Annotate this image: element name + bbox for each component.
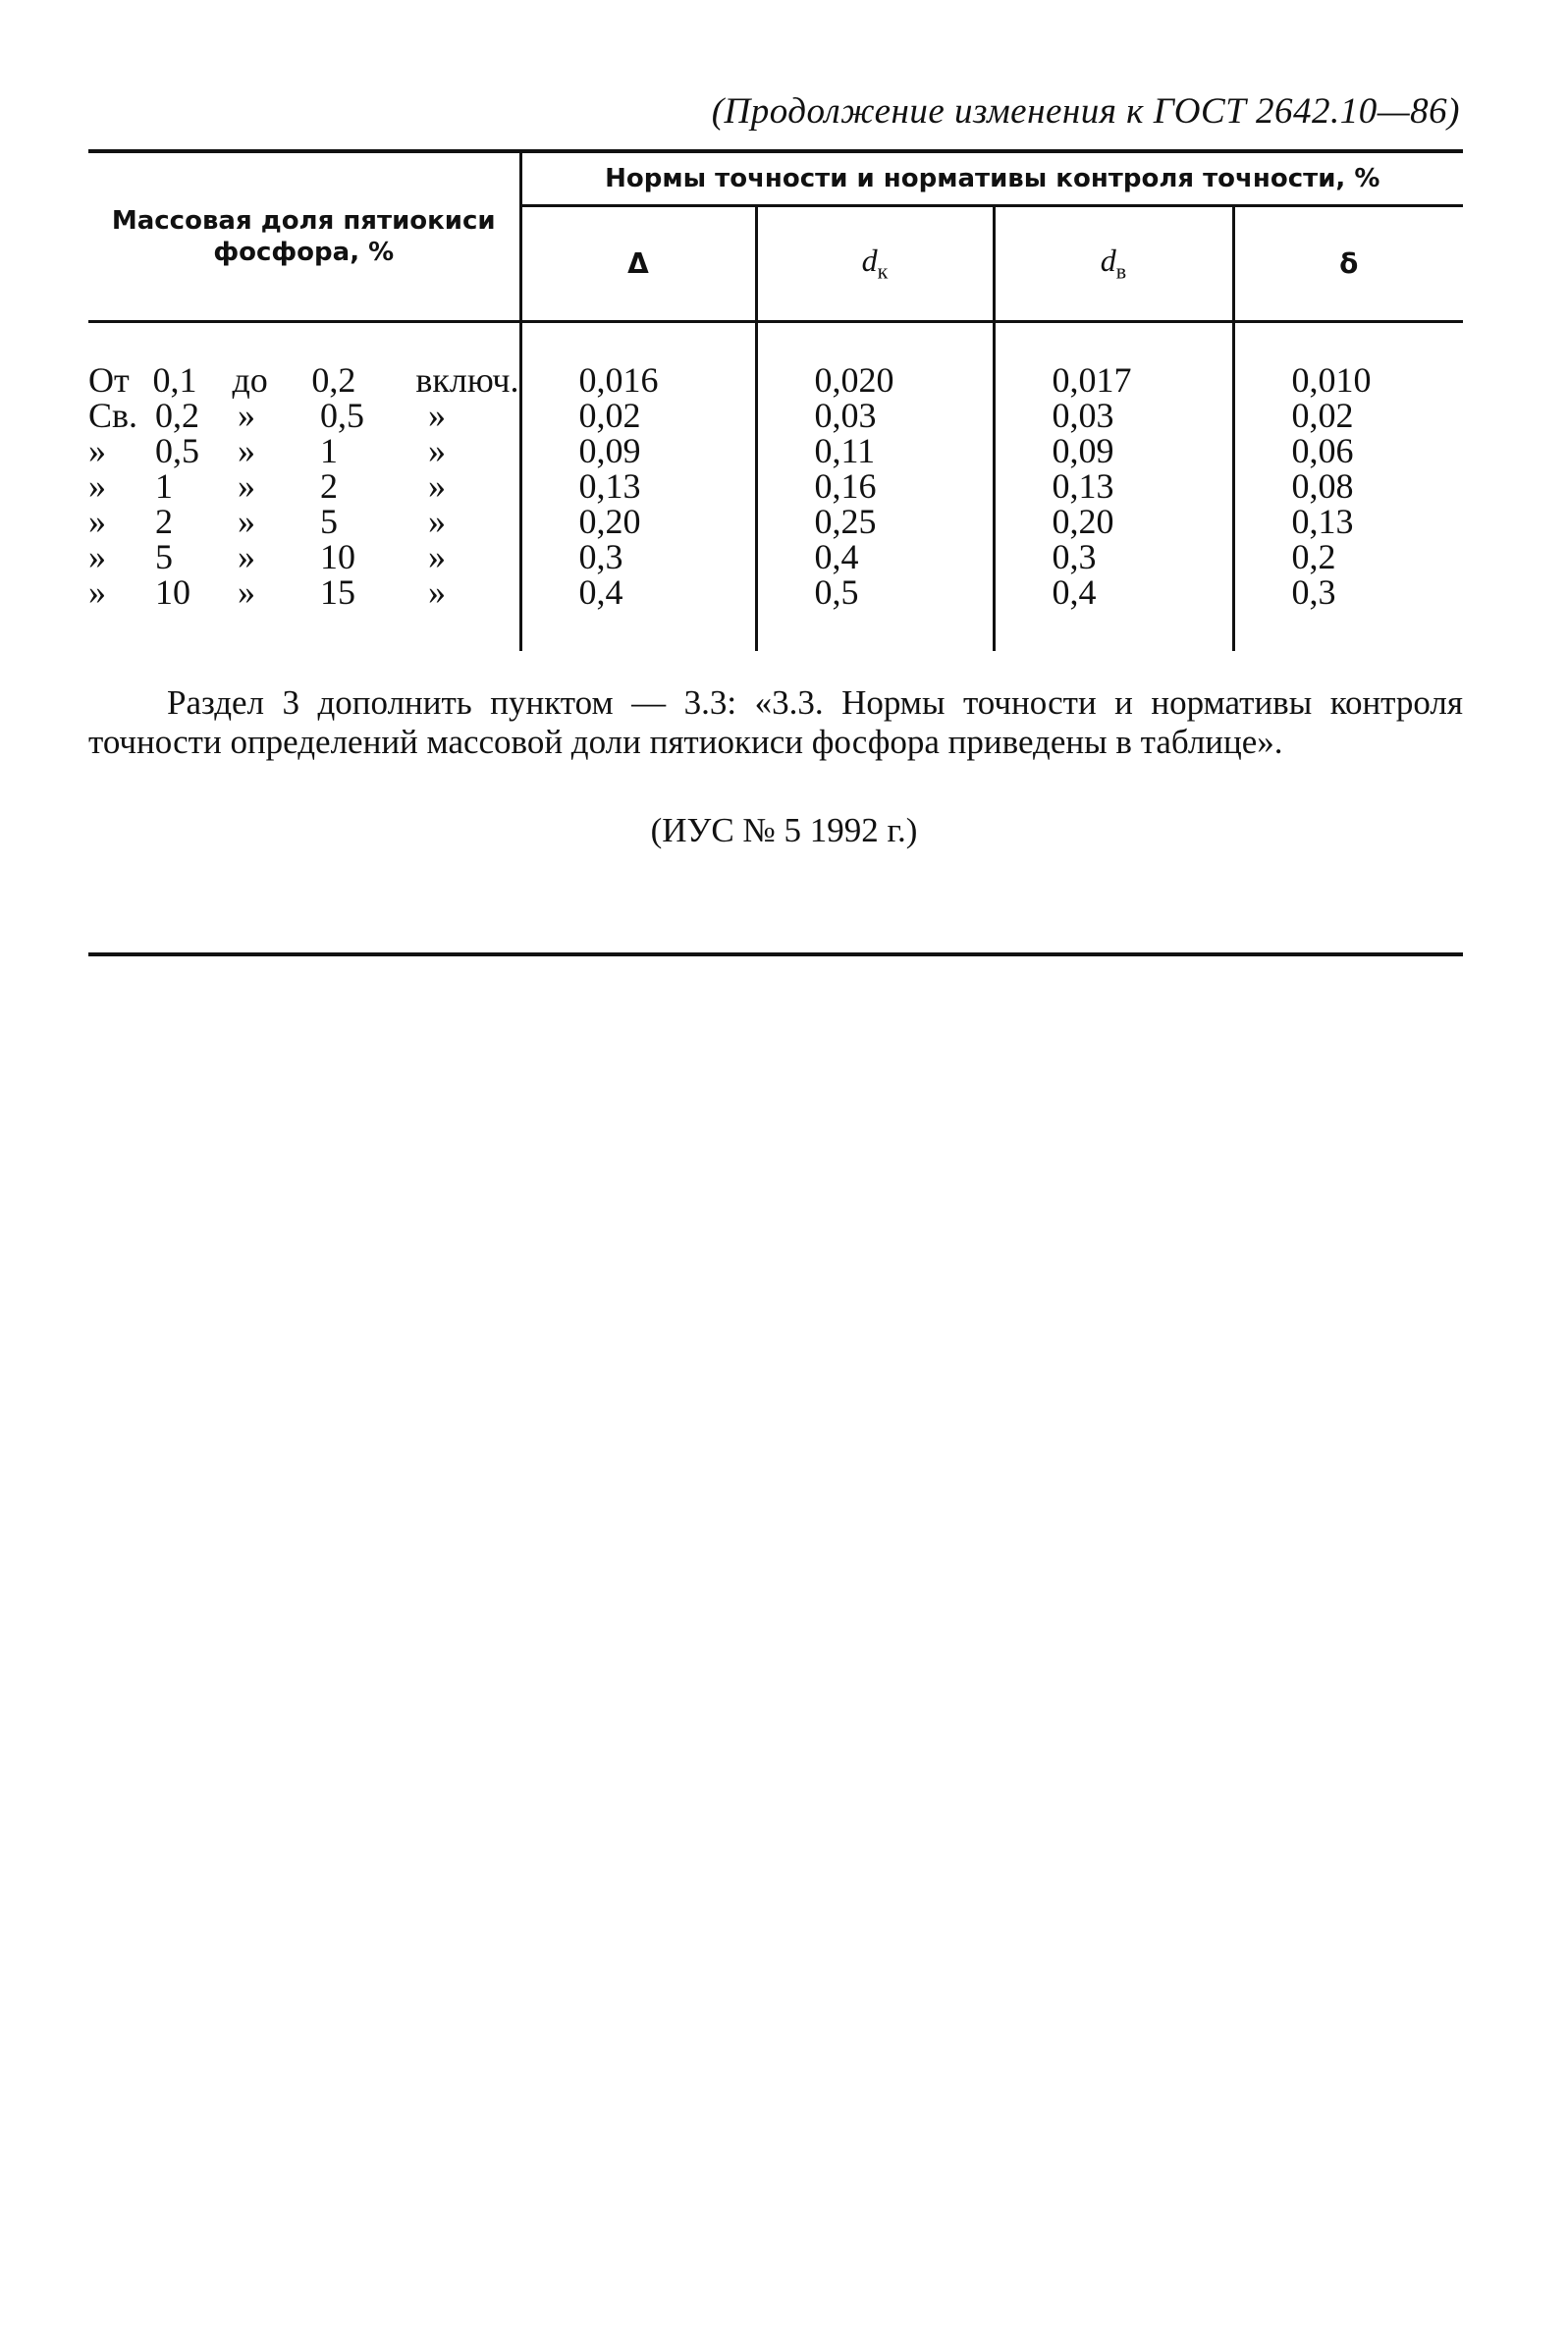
- value-cell: 0,13: [994, 468, 1233, 504]
- range-cell: [88, 539, 520, 574]
- value-cell: 0,3: [1233, 574, 1463, 651]
- table-row: [88, 504, 1463, 539]
- table-row: [88, 574, 1463, 651]
- range-part: »: [428, 431, 446, 470]
- range-part: »: [88, 537, 106, 576]
- range-part: 15: [320, 572, 355, 612]
- range-cell: [88, 398, 520, 433]
- column-header-dk: $d_к$: [756, 206, 994, 322]
- table-body: [88, 322, 1463, 652]
- value-cell: 0,06: [1233, 433, 1463, 468]
- range-part: 10: [155, 572, 190, 612]
- range-cell: [88, 504, 520, 539]
- range-part: »: [238, 466, 255, 506]
- accuracy-table: [88, 153, 1463, 651]
- range-part: »: [428, 537, 446, 576]
- table-row: [88, 468, 1463, 504]
- column-header-small-delta: δ: [1233, 206, 1463, 322]
- column-header-delta: Δ: [520, 206, 756, 322]
- table-row: [88, 322, 1463, 399]
- range-cell: [88, 574, 520, 651]
- range-part: 0,2: [311, 360, 356, 400]
- range-cell: [88, 468, 520, 504]
- continuation-header: (Продолжение изменения к ГОСТ 2642.10—86): [711, 91, 1460, 132]
- range-part: »: [238, 502, 255, 541]
- range-part: включ.: [415, 360, 519, 400]
- row-header: Массовая доля пятиокиси фосфора, %: [88, 153, 520, 322]
- range-part: 10: [320, 537, 355, 576]
- range-part: »: [88, 572, 106, 612]
- value-cell: 0,11: [756, 433, 994, 468]
- range-part: 0,2: [155, 396, 199, 435]
- table-row: [88, 398, 1463, 433]
- range-part: От: [88, 360, 130, 400]
- range-part: »: [428, 396, 446, 435]
- publication-reference: (ИУС № 5 1992 г.): [650, 811, 918, 849]
- range-part: 0,5: [320, 396, 364, 435]
- range-part: 0,1: [152, 360, 197, 400]
- amendment-paragraph: Раздел 3 дополнить пунктом — 3.3: «3.3. Нормы точности и нормативы контроля точности определений массовой доли пятиокиси фосфора приведены в таблице».: [88, 683, 1463, 761]
- value-cell: 0,03: [756, 398, 994, 433]
- range-part: 5: [320, 502, 338, 541]
- value-cell: 0,3: [520, 539, 756, 574]
- range-part: »: [238, 431, 255, 470]
- group-header: Нормы точности и нормативы контроля точности, %: [520, 153, 1463, 206]
- value-cell: 0,017: [994, 322, 1233, 399]
- range-part: 2: [320, 466, 338, 506]
- value-cell: 0,09: [520, 433, 756, 468]
- bottom-rule: [88, 952, 1463, 956]
- range-part: »: [238, 572, 255, 612]
- value-cell: 0,13: [520, 468, 756, 504]
- value-cell: 0,25: [756, 504, 994, 539]
- value-cell: 0,03: [994, 398, 1233, 433]
- value-cell: 0,020: [756, 322, 994, 399]
- value-cell: 0,02: [1233, 398, 1463, 433]
- range-part: 1: [320, 431, 338, 470]
- table-row: [88, 433, 1463, 468]
- value-cell: 0,20: [994, 504, 1233, 539]
- value-cell: 0,3: [994, 539, 1233, 574]
- value-cell: 0,010: [1233, 322, 1463, 399]
- range-part: »: [238, 396, 255, 435]
- range-part: Св.: [88, 396, 138, 435]
- range-part: »: [428, 466, 446, 506]
- range-part: »: [88, 466, 106, 506]
- value-cell: 0,08: [1233, 468, 1463, 504]
- value-cell: 0,20: [520, 504, 756, 539]
- range-part: до: [232, 360, 268, 400]
- range-part: 1: [155, 466, 173, 506]
- range-part: »: [238, 537, 255, 576]
- value-cell: 0,02: [520, 398, 756, 433]
- table-header-row: [88, 153, 1463, 206]
- value-cell: 0,5: [756, 574, 994, 651]
- value-cell: 0,4: [994, 574, 1233, 651]
- value-cell: 0,13: [1233, 504, 1463, 539]
- range-part: 2: [155, 502, 173, 541]
- value-cell: 0,2: [1233, 539, 1463, 574]
- range-part: »: [88, 431, 106, 470]
- range-part: 0,5: [155, 431, 199, 470]
- value-cell: 0,016: [520, 322, 756, 399]
- value-cell: 0,4: [756, 539, 994, 574]
- range-cell: [88, 322, 520, 399]
- table-row: [88, 539, 1463, 574]
- range-part: »: [428, 502, 446, 541]
- value-cell: 0,4: [520, 574, 756, 651]
- range-part: 5: [155, 537, 173, 576]
- column-header-dv: $d_в$: [994, 206, 1233, 322]
- range-part: »: [88, 502, 106, 541]
- range-part: »: [428, 572, 446, 612]
- range-cell: [88, 433, 520, 468]
- value-cell: 0,09: [994, 433, 1233, 468]
- value-cell: 0,16: [756, 468, 994, 504]
